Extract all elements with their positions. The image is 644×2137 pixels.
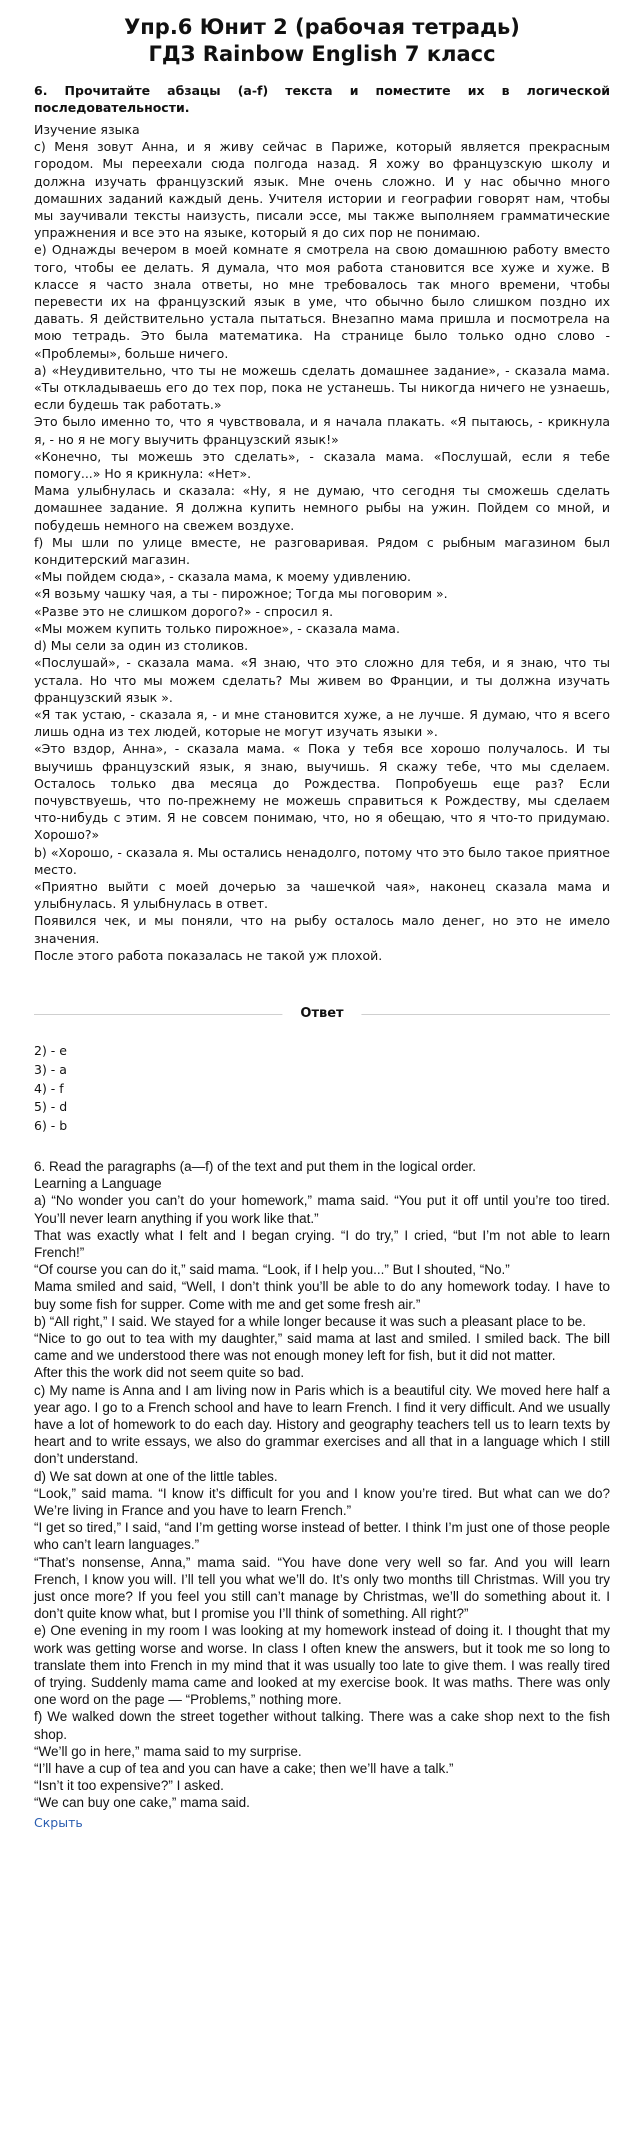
answer-divider [34,1004,610,1024]
answer-list [34,1042,610,1136]
en-paragraph: e) One evening in my room I was looking at my homework instead of doing it. I thought that my work was getting worse and worse. In class I often knew the answers, but it took me so long to translate them into French in my mind that it was usually too late to give them. I was really tired of trying. Suddenly mama came and looked at my exercise book. It was maths. There was only one word on the page — “Problems,” nothing more. [34,1623,610,1708]
ru-paragraph: «Мы можем купить только пирожное», - сказала мама. [34,620,400,636]
en-paragraph: c) My name is Anna and I am living now in Paris which is a beautiful city. We moved here half a year ago. I go to a French school and have to learn French. I find it very difficult. And we usually have a lot of homework to do each day. History and geography teachers tell us to learn texts by heart and to write essays, we also do grammar exercises and all that in a language which I still don’t understand. [34,1382,610,1467]
en-paragraph: “I get so tired,” I said, “and I’m getting worse instead of better. I think I’m just one of those people who can’t learn languages.” [34,1520,610,1553]
en-paragraph: b) “All right,” I said. We stayed for a while longer because it was such a pleasant place to be. [34,1313,587,1329]
title-line-1: Упр.6 Юнит 2 (рабочая тетрадь) [124,15,520,39]
en-paragraph: d) We sat down at one of the little tables. [34,1468,278,1484]
title-line-2: ГДЗ Rainbow English 7 класс [148,42,496,66]
en-paragraph: a) “No wonder you can’t do your homework,” mama said. “You put it off until you’re too tired. You’ll never learn anything if you work like that.” [34,1193,610,1226]
ru-paragraph: «Приятно выйти с моей дочерью за чашечкой чая», наконец сказала мама и улыбнулась. Я улыбнулась в ответ. [34,878,610,912]
answer-item: 6) - b [34,1118,68,1134]
ru-paragraph: «Разве это не слишком дорого?» - спросил я. [34,603,334,619]
ru-paragraph: c) Меня зовут Анна, и я живу сейчас в Париже, который является прекрасным городом. Мы переехали сюда полгода назад. Я хожу во французскую школу и должна изучать французский язык. Мне очень сложно. И у нас обычно много домашних заданий каждый день. Учителя истории и географии говорят нам, чтобы мы заучивали тексты наизусть, писали эссе, мы также выполняем грамматические упражнения и все это на языке, который я до сих пор не понимаю. [34,139,610,241]
ru-paragraph: «Я возьму чашку чая, а ты - пирожное; Тогда мы поговорим ». [34,586,448,602]
en-heading: Learning a Language [34,1176,162,1192]
en-paragraph: “Look,” said mama. “I know it’s difficult for you and I know you’re tired. But what can we do? We’re living in France and you have to learn French.” [34,1485,610,1518]
ru-paragraph: a) «Неудивительно, что ты не можешь сделать домашнее задание», - сказала мама. «Ты откладываешь его до тех пор, пока не устанешь. Ты никогда ничего не узнаешь, если будешь так работать.» [34,362,610,413]
ru-paragraph: Это было именно то, что я чувствовала, и я начала плакать. «Я пытаюсь, - крикнула я, - но я не могу выучить французский язык!» [34,414,610,447]
en-paragraph: “We can buy one cake,” mama said. [34,1795,250,1811]
answer-item: 5) - d [34,1099,68,1115]
en-paragraph: That was exactly what I felt and I began crying. “I do try,” I cried, “but I’m not able to learn French!” [34,1227,610,1260]
en-paragraph: “Isn’t it too expensive?” I asked. [34,1778,224,1794]
answer-item: 4) - f [34,1080,64,1096]
ru-paragraph: f) Мы шли по улице вместе, не разговаривая. Рядом с рыбным магазином был кондитерский магазин. [34,534,610,568]
en-paragraph: “We’ll go in here,” mama said to my surprise. [34,1743,302,1759]
russian-text [34,121,610,964]
ru-paragraph: Мама улыбнулась и сказала: «Ну, я не думаю, что сегодня ты сможешь сделать домашнее задание. Я должна купить немного рыбы на ужин. Пойдем со мной, и побудешь немного на свежем воздухе. [34,483,610,533]
en-paragraph: f) We walked down the street together without talking. There was a cake shop next to the fish shop. [34,1709,610,1742]
ru-paragraph: Появился чек, и мы поняли, что на рыбу осталось мало денег, но это не имело значения. [34,913,610,946]
russian-heading: Изучение языка [34,122,140,137]
answer-item: 2) - e [34,1042,67,1058]
answer-heading: Ответ [282,1004,361,1024]
ru-paragraph: d) Мы сели за один из столиков. [34,638,249,654]
en-paragraph: “I’ll have a cup of tea and you can have a cake; then we’ll have a talk.” [34,1761,454,1777]
en-paragraph: “That’s nonsense, Anna,” mama said. “You have done very well so far. And you will learn French, I know you will. I’ll tell you what we’ll do. It’s only two months till Christmas. Will you try just once more? If you feel you still can’t manage by Christmas, we’ll do something about it. I don’t quite know what, but I promise you I’ll think of something. All right?” [34,1554,610,1622]
task-instruction-ru: 6. Прочитайте абзацы (a-f) текста и поместите их в логической последовательности. [34,83,610,115]
ru-paragraph: «Послушай», - сказала мама. «Я знаю, что это сложно для тебя, и я знаю, что ты устала. Но что мы можем сделать? Мы живем во Франции, и ты должна изучать французский язык ». [34,655,610,705]
page-title [34,14,610,68]
answer-item: 3) - a [34,1061,67,1077]
en-task-instruction: 6. Read the paragraphs (a—f) of the text and put them in the logical order. [34,1158,477,1174]
english-text [34,1158,610,1812]
en-paragraph: “Of course you can do it,” said mama. “Look, if I help you...” But I shouted, “No.” [34,1262,510,1278]
ru-paragraph: «Конечно, ты можешь это сделать», - сказала мама. «Послушай, если я тебе помогу...» Но я крикнула: «Нет». [34,448,610,482]
ru-paragraph: e) Однажды вечером в моей комнате я смотрела на свою домашнюю работу вместо того, чтобы ее делать. Я думала, что моя работа становится все хуже и хуже. В классе я часто знала ответы, но мне требовалось так много времени, чтобы перевести их на французский язык в уме, что обычно было слишком поздно их давать. Я действительно устала пытаться. Внезапно мама пришла и посмотрела на мою тетрадь. Это была математика. На странице было только одно слово - «Проблемы», больше ничего. [34,242,610,361]
ru-paragraph: b) «Хорошо, - сказала я. Мы остались ненадолго, потому что это было такое приятное место. [34,844,610,877]
ru-paragraph: «Я так устаю, - сказала я, - и мне становится хуже, а не лучше. Я думаю, что я всего лишь одна из тех людей, которые не могут изучать языки ». [34,706,610,740]
ru-paragraph: «Мы пойдем сюда», - сказала мама, к моему удивлению. [34,569,411,585]
hide-link[interactable]: Скрыть [34,1814,83,1830]
en-paragraph: “Nice to go out to tea with my daughter,” said mama at last and smiled. I smiled back. The bill came and we understood there was not enough money left for fish, but it did not matter. [34,1330,610,1364]
en-paragraph: After this the work did not seem quite so bad. [34,1365,305,1381]
en-paragraph: Mama smiled and said, “Well, I don’t think you’ll be able to do any homework today. I have to buy some fish for supper. Come with me and get some fresh air.” [34,1279,610,1312]
ru-paragraph: «Это вздор, Анна», - сказала мама. « Пока у тебя все хорошо получалось. И ты выучишь французский язык, я знаю, выучишь. Я скажу тебе, что мы сделаем. Осталось только два месяца до Рождества. Попробуешь еще раз? Если почувствуешь, что по-прежнему не можешь справиться к Рождеству, мы сделаем что-нибудь с этим. Я не совсем понимаю, что, но я обещаю, что я что-то придумаю. Хорошо?» [34,741,610,843]
ru-paragraph: После этого работа показалась не такой уж плохой. [34,947,383,963]
